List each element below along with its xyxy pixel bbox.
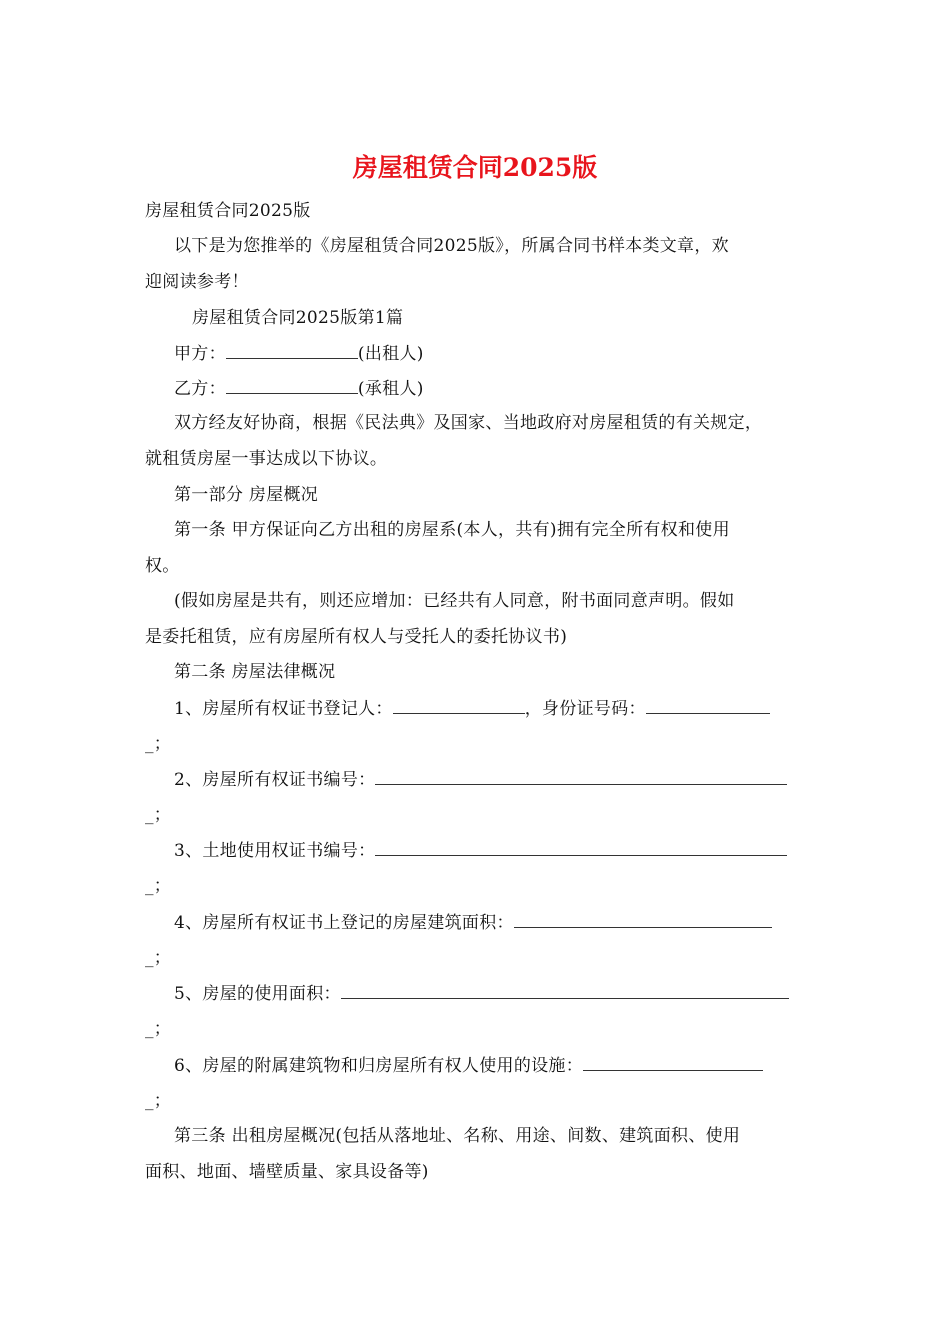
intro-line-2: 迎阅读参考！ xyxy=(145,272,249,292)
item-5-end: _； xyxy=(145,1019,172,1039)
item-3-label: 3、土地使用权证书编号： xyxy=(174,841,376,861)
preamble-line-1: 双方经友好协商，根据《民法典》及国家、当地政府对房屋租赁的有关规定， xyxy=(174,413,763,433)
item-1-blank-registrant[interactable] xyxy=(393,696,525,714)
item-4-end: _； xyxy=(145,948,172,968)
party-a-blank[interactable] xyxy=(226,341,358,359)
item-2-blank[interactable] xyxy=(375,767,787,785)
preamble-line-2: 就租赁房屋一事达成以下协议。 xyxy=(145,449,388,469)
note-line-1: (假如房屋是共有，则还应增加：已经共有人同意，附书面同意声明。假如 xyxy=(174,591,735,611)
item-6-line xyxy=(174,1053,763,1078)
item-3-line xyxy=(174,838,787,863)
item-5-line xyxy=(174,981,789,1006)
item-6-blank[interactable] xyxy=(583,1053,763,1071)
item-1-line xyxy=(174,696,770,721)
item-6-end: _； xyxy=(145,1091,172,1111)
article-two-heading: 第二条 房屋法律概况 xyxy=(174,662,336,682)
party-a-label: 甲方： xyxy=(174,344,226,364)
item-5-label: 5、房屋的使用面积： xyxy=(174,984,341,1004)
item-1-id-label: ，身份证号码： xyxy=(524,699,646,719)
item-1-label: 1、房屋所有权证书登记人： xyxy=(174,699,393,719)
item-5-blank[interactable] xyxy=(341,981,789,999)
party-b-label: 乙方： xyxy=(174,379,226,399)
article-one-line-1: 第一条 甲方保证向乙方出租的房屋系(本人，共有)拥有完全所有权和使用 xyxy=(174,520,730,540)
document-title: 房屋租赁合同2025版 xyxy=(352,153,598,182)
article-three-line-2: 面积、地面、墙壁质量、家具设备等) xyxy=(145,1162,429,1182)
party-a-suffix: (出租人) xyxy=(357,344,424,364)
article-three-line-1: 第三条 出租房屋概况(包括从落地址、名称、用途、间数、建筑面积、使用 xyxy=(174,1126,741,1146)
article-one-line-2: 权。 xyxy=(145,556,180,576)
party-a-line xyxy=(174,341,424,366)
item-1-blank-id[interactable] xyxy=(646,696,770,714)
item-2-line xyxy=(174,767,787,792)
party-b-blank[interactable] xyxy=(226,376,358,394)
section-heading: 房屋租赁合同2025版第1篇 xyxy=(192,308,404,328)
item-6-label: 6、房屋的附属建筑物和归房屋所有权人使用的设施： xyxy=(174,1056,584,1076)
item-4-blank[interactable] xyxy=(514,910,772,928)
part-one-heading: 第一部分 房屋概况 xyxy=(174,485,319,505)
item-3-blank[interactable] xyxy=(375,838,787,856)
item-3-end: _； xyxy=(145,876,172,896)
intro-line-1: 以下是为您推举的《房屋租赁合同2025版》，所属合同书样本类文章，欢 xyxy=(174,236,729,256)
party-b-suffix: (承租人) xyxy=(357,379,424,399)
note-line-2: 是委托租赁，应有房屋所有权人与受托人的委托协议书) xyxy=(145,627,568,647)
item-2-label: 2、房屋所有权证书编号： xyxy=(174,770,376,790)
item-4-line xyxy=(174,910,772,935)
item-4-label: 4、房屋所有权证书上登记的房屋建筑面积： xyxy=(174,913,514,933)
item-2-end: _； xyxy=(145,805,172,825)
subtitle-line: 房屋租赁合同2025版 xyxy=(145,201,311,221)
item-1-end: _； xyxy=(145,734,172,754)
party-b-line xyxy=(174,376,424,401)
